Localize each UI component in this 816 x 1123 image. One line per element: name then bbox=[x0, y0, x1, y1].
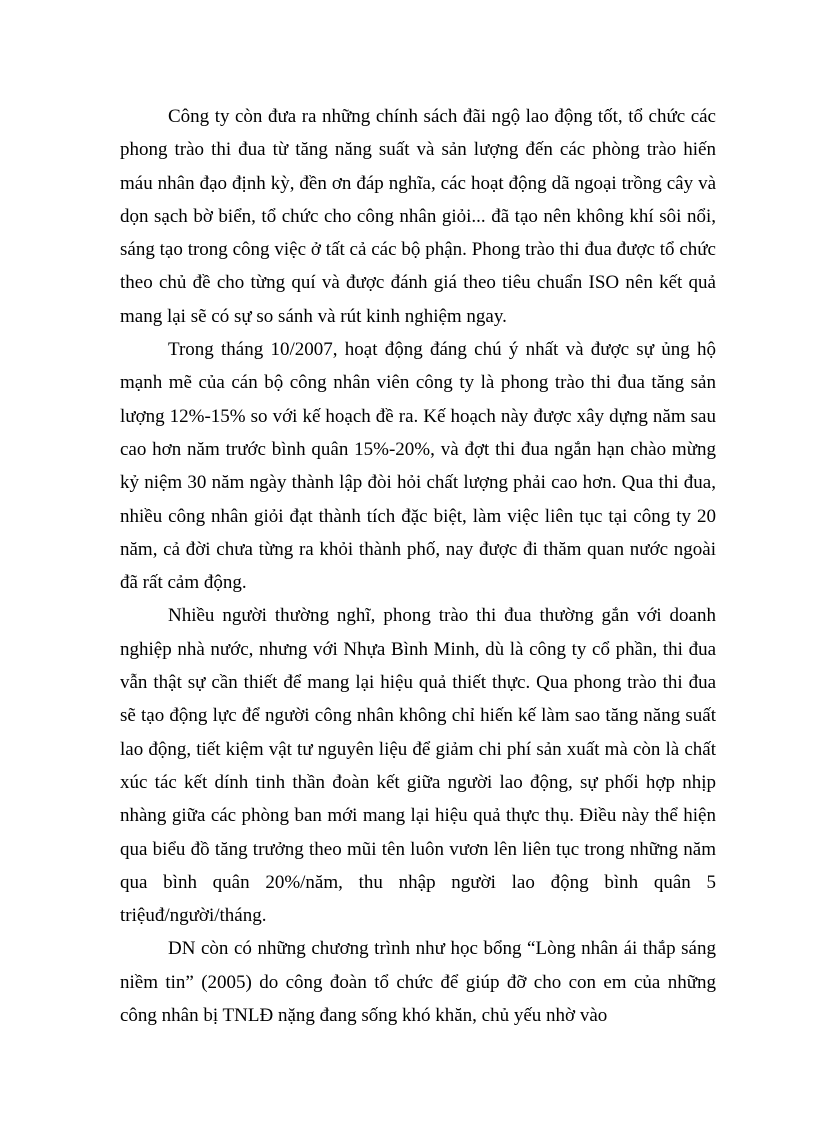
paragraph-3: Nhiều người thường nghĩ, phong trào thi đua thường gắn với doanh nghiệp nhà nước, nhưng với Nhựa Bình Minh, dù là công ty cổ phần, thi đua vẫn thật sự cần thiết để mang lại hiệu quả thiết thực. Qua phong trào thi đua sẽ tạo động lực để người công nhân không chỉ hiến kế làm sao tăng năng suất lao động, tiết kiệm vật tư nguyên liệu để giảm chi phí sản xuất mà còn là chất xúc tác kết dính tinh thần đoàn kết giữa người lao động, sự phối hợp nhịp nhàng giữa các phòng ban mới mang lại hiệu quả thực thụ. Điều này thể hiện qua biểu đồ tăng trưởng theo mũi tên luôn vươn lên liên tục trong những năm qua bình quân 20%/năm, thu nhập người lao động bình quân 5 triệuđ/người/tháng. bbox=[120, 605, 716, 927]
paragraph-2: Trong tháng 10/2007, hoạt động đáng chú ý nhất và được sự ủng hộ mạnh mẽ của cán bộ công nhân viên công ty là phong trào thi đua tăng sản lượng 12%-15% so với kế hoạch đề ra. Kế hoạch này được xây dựng năm sau cao hơn năm trước bình quân 15%-20%, và đợt thi đua ngắn hạn chào mừng kỷ niệm 30 năm ngày thành lập đòi hỏi chất lượng phải cao hơn. Qua thi đua, nhiều công nhân giỏi đạt thành tích đặc biệt, làm việc liên tục tại công ty 20 năm, cả đời chưa từng ra khỏi thành phố, nay được đi thăm quan nước ngoài đã rất cảm động. bbox=[120, 339, 716, 594]
paragraph-1: Công ty còn đưa ra những chính sách đãi ngộ lao động tốt, tổ chức các phong trào thi đua từ tăng năng suất và sản lượng đến các phòng trào hiến máu nhân đạo định kỳ, đền ơn đáp nghĩa, các hoạt động dã ngoại trồng cây và dọn sạch bờ biển, tổ chức cho công nhân giỏi... đã tạo nên không khí sôi nổi, sáng tạo trong công việc ở tất cả các bộ phận. Phong trào thi đua được tổ chức theo chủ đề cho từng quí và được đánh giá theo tiêu chuẩn ISO nên kết quả mang lại sẽ có sự so sánh và rút kinh nghiệm ngay. bbox=[120, 106, 716, 327]
body-text bbox=[120, 100, 716, 1032]
paragraph-4: DN còn có những chương trình như học bổng “Lòng nhân ái thắp sáng niềm tin” (2005) do công đoàn tổ chức để giúp đỡ cho con em của những công nhân bị TNLĐ nặng đang sống khó khăn, chủ yếu nhờ vào bbox=[120, 938, 716, 1027]
